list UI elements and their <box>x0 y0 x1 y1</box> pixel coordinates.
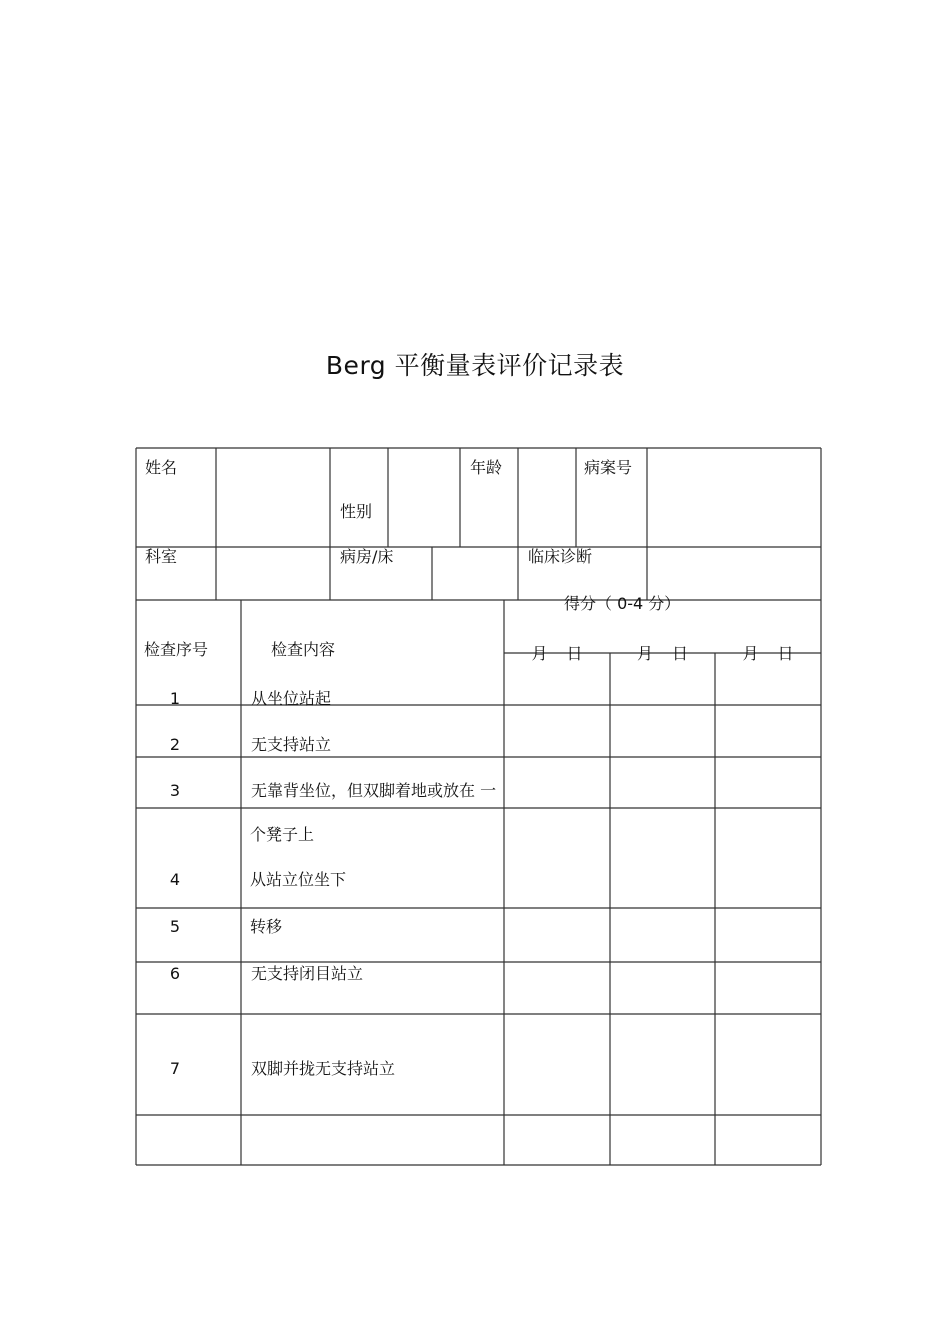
item-3-text: 无靠背坐位，但双脚着地或放在 一 <box>251 781 497 800</box>
seq-header: 检查序号 <box>144 640 209 659</box>
item-4-text: 从站立位坐下 <box>250 870 347 889</box>
item-4-no: 4 <box>169 870 181 889</box>
item-2-text: 无支持站立 <box>251 735 332 754</box>
department-label: 科室 <box>145 547 178 566</box>
item-7-no: 7 <box>169 1059 181 1078</box>
age-label: 年龄 <box>470 458 503 477</box>
name-label: 姓名 <box>145 458 178 477</box>
date-col-2: 月 日 <box>636 644 689 663</box>
item-5-no: 5 <box>169 917 181 936</box>
score-header: 得分（ 0-4 分） <box>564 594 681 613</box>
item-3-no: 3 <box>169 781 181 800</box>
diagnosis-label: 临床诊断 <box>528 547 593 566</box>
content-header: 检查内容 <box>271 640 336 659</box>
date-col-1: 月 日 <box>531 644 583 663</box>
item-1-text: 从坐位站起 <box>251 689 332 708</box>
ward-bed-label: 病房/床 <box>340 547 394 566</box>
date-col-3: 月 日 <box>742 644 794 663</box>
item-6-text: 无支持闭目站立 <box>251 964 364 983</box>
gender-label: 性别 <box>340 502 373 521</box>
item-6-no: 6 <box>169 964 181 983</box>
document-title: Berg 平衡量表评价记录表 <box>325 351 625 380</box>
item-7-text: 双脚并拢无支持站立 <box>251 1059 396 1078</box>
item-1-no: 1 <box>169 689 181 708</box>
item-5-text: 转移 <box>250 917 283 936</box>
record-no-label: 病案号 <box>584 458 633 477</box>
item-2-no: 2 <box>169 735 181 754</box>
item-3-text-cont: 个凳子上 <box>250 825 315 844</box>
